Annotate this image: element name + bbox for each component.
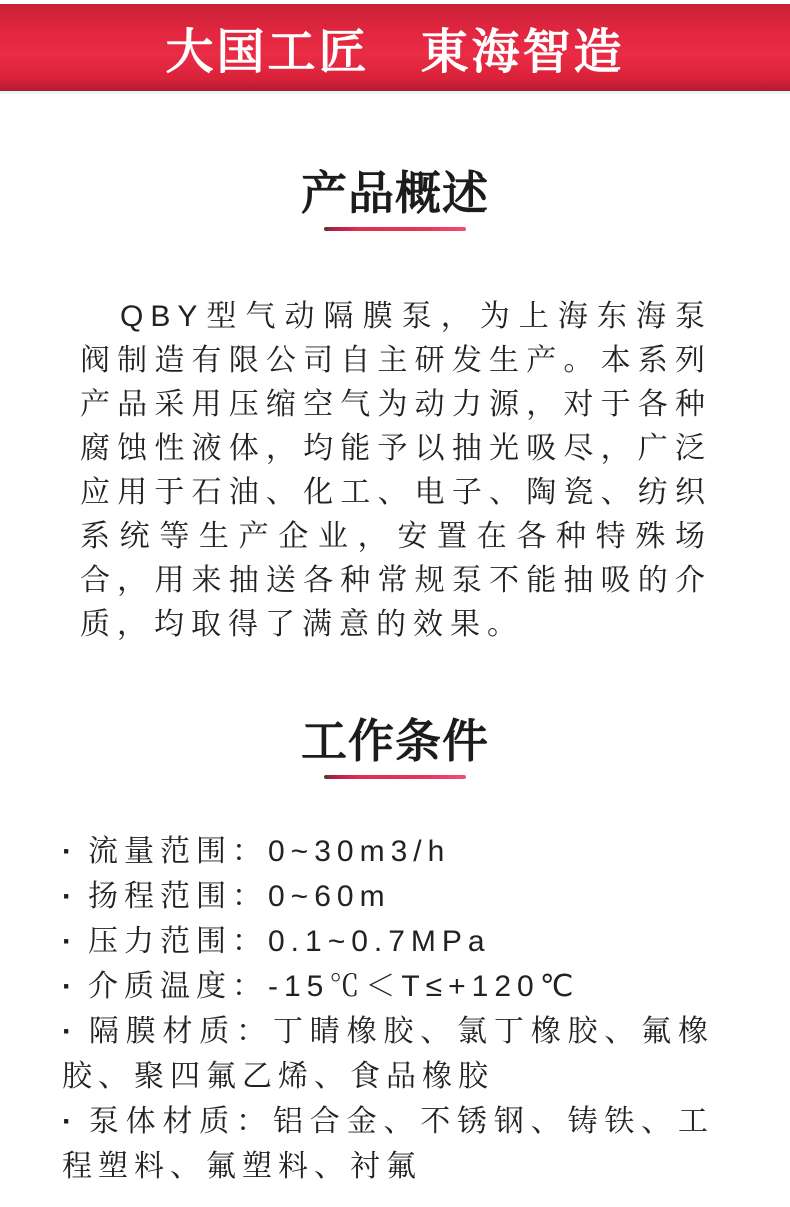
bullet-icon: · [62,925,78,958]
list-item-text: 泵体材质：铝合金、不锈钢、铸铁、工程塑料、氟塑料、衬氟 [62,1105,714,1183]
list-item-text: 流量范围：0~30m3/h [88,835,451,868]
bullet-icon: · [62,1105,78,1138]
conditions-section-title: 工作条件 [301,715,489,767]
banner-title: 大国工匠 東海智造 [165,25,625,79]
list-item-text: 压力范围：0.1~0.7MPa [88,925,491,958]
list-item [62,964,714,1009]
bullet-icon: · [62,835,78,868]
overview-section [0,167,790,647]
list-item [62,1009,714,1099]
overview-section-title: 产品概述 [301,167,489,219]
list-item-text: 隔膜材质：丁睛橡胶、氯丁橡胶、氟橡胶、聚四氟乙烯、食品橡胶 [62,1015,714,1093]
bullet-icon: · [62,970,78,1003]
conditions-section [0,715,790,1189]
list-item [62,1099,714,1189]
list-item [62,829,714,874]
overview-title-underline [324,227,466,231]
top-banner [0,4,790,91]
list-item [62,874,714,919]
overview-paragraph: QBY型气动隔膜泵，为上海东海泵阀制造有限公司自主研发生产。本系列产品采用压缩空气为动力源，对于各种腐蚀性液体，均能予以抽光吸尽，广泛应用于石油、化工、电子、陶瓷、纺织系统等生产企业，安置在各种特殊场合，用来抽送各种常规泵不能抽吸的介质，均取得了满意的效果。 [80,300,712,641]
list-item-text: 扬程范围：0~60m [88,880,391,913]
bullet-icon: · [62,1015,78,1048]
conditions-list [62,829,714,1189]
conditions-title-underline [324,775,466,779]
list-item-text: 介质温度：-15℃＜T≤+120℃ [88,970,580,1003]
list-item [62,919,714,964]
bullet-icon: · [62,880,78,913]
